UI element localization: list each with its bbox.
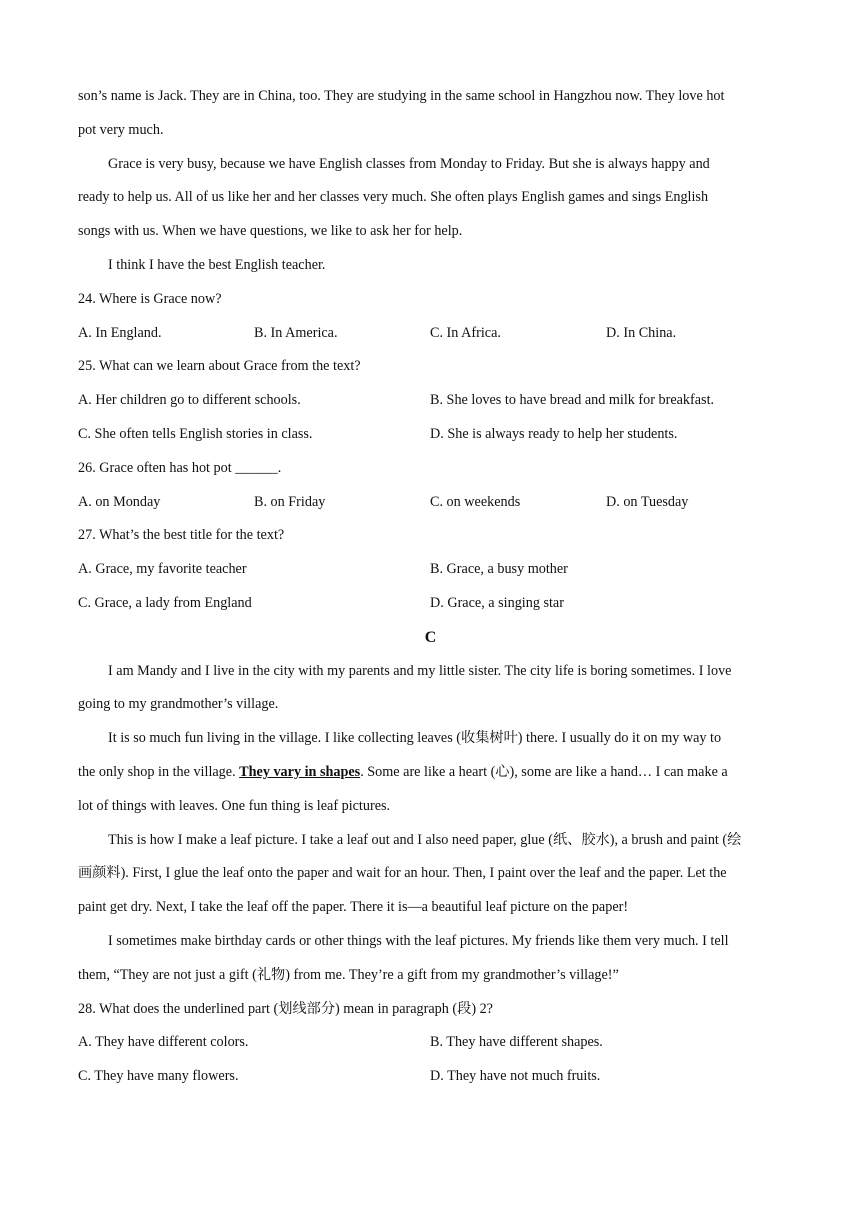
- passage-line: It is so much fun living in the village. I like collecting leaves (收集树叶) there. I usually do it on my way to: [108, 730, 722, 747]
- option-c: C. They have many flowers.: [78, 1068, 239, 1085]
- passage-line: lot of things with leaves. One fun thing is leaf pictures.: [78, 797, 391, 814]
- option-c: C. In Africa.: [430, 324, 501, 341]
- passage-line: them, “They are not just a gift (礼物) from me. They’re a gift from my grandmother’s village!”: [78, 966, 619, 983]
- passage-line: paint get dry. Next, I take the leaf off the paper. There it is—a beautiful leaf picture on the paper!: [78, 899, 629, 916]
- passage-line: son’s name is Jack. They are in China, too. They are studying in the same school in Hangzhou now. They love hot: [78, 88, 725, 104]
- option-b: B. Grace, a busy mother: [430, 561, 568, 578]
- options-row-27a: [78, 553, 783, 587]
- passage-line: songs with us. When we have questions, we like to ask her for help.: [78, 223, 463, 240]
- option-d: D. They have not much fruits.: [430, 1068, 601, 1085]
- options-row-25a: [78, 384, 783, 418]
- underlined-phrase: They vary in shapes: [239, 763, 361, 780]
- option-b: B. She loves to have bread and milk for breakfast.: [430, 392, 715, 409]
- option-b: B. They have different shapes.: [430, 1034, 603, 1051]
- text-segment: . Some are like a heart (心), some are like a hand… I can make a: [360, 763, 728, 780]
- passage-line: I am Mandy and I live in the city with my parents and my little sister. The city life is boring sometimes. I love: [108, 662, 732, 679]
- options-row-24: [78, 317, 783, 351]
- options-row-27b: [78, 587, 783, 621]
- options-row-26: [78, 486, 783, 520]
- option-d: D. In China.: [606, 324, 677, 341]
- option-a: A. They have different colors.: [78, 1034, 249, 1051]
- options-row-28a: [78, 1026, 783, 1060]
- question-stem-24: 24. Where is Grace now?: [78, 290, 222, 307]
- passage-line: ready to help us. All of us like her and her classes very much. She often plays English games and sings English: [78, 189, 709, 206]
- question-stem-27: 27. What’s the best title for the text?: [78, 527, 285, 544]
- option-d: D. She is always ready to help her students.: [430, 425, 678, 442]
- option-c: C. Grace, a lady from England: [78, 594, 252, 611]
- question-stem-28: 28. What does the underlined part (划线部分) mean in paragraph (段) 2?: [78, 1000, 493, 1017]
- text-segment: the only shop in the village.: [78, 763, 240, 780]
- option-a: A. on Monday: [78, 493, 161, 510]
- option-d: D. on Tuesday: [606, 493, 689, 510]
- passage-line: I think I have the best English teacher.: [108, 256, 326, 273]
- option-d: D. Grace, a singing star: [430, 594, 564, 611]
- option-a: A. Grace, my favorite teacher: [78, 561, 247, 578]
- passage-line: going to my grandmother’s village.: [78, 696, 279, 713]
- document-page: [78, 80, 783, 1094]
- options-row-25b: [78, 418, 783, 452]
- option-a: A. In England.: [78, 324, 162, 341]
- option-c: C. She often tells English stories in class.: [78, 425, 313, 442]
- option-a: A. Her children go to different schools.: [78, 392, 301, 409]
- passage-line: Grace is very busy, because we have English classes from Monday to Friday. But she is always happy and: [108, 155, 710, 172]
- passage-line: [78, 756, 783, 790]
- passage-line: 画颜料). First, I glue the leaf onto the paper and wait for an hour. Then, I paint over the leaf and the paper. Let the: [78, 865, 727, 882]
- section-title: C: [424, 628, 437, 646]
- option-c: C. on weekends: [430, 493, 521, 510]
- passage-line: This is how I make a leaf picture. I take a leaf out and I also need paper, glue (纸、胶水), a brush and paint (绘: [108, 831, 742, 848]
- option-b: B. on Friday: [254, 493, 326, 510]
- passage-line: pot very much.: [78, 121, 164, 138]
- question-stem-26: 26. Grace often has hot pot ______.: [78, 459, 282, 476]
- question-stem-25: 25. What can we learn about Grace from the text?: [78, 358, 361, 375]
- option-b: B. In America.: [254, 324, 338, 341]
- passage-line: I sometimes make birthday cards or other things with the leaf pictures. My friends like them very much. I tell: [108, 932, 729, 949]
- options-row-28b: [78, 1060, 783, 1094]
